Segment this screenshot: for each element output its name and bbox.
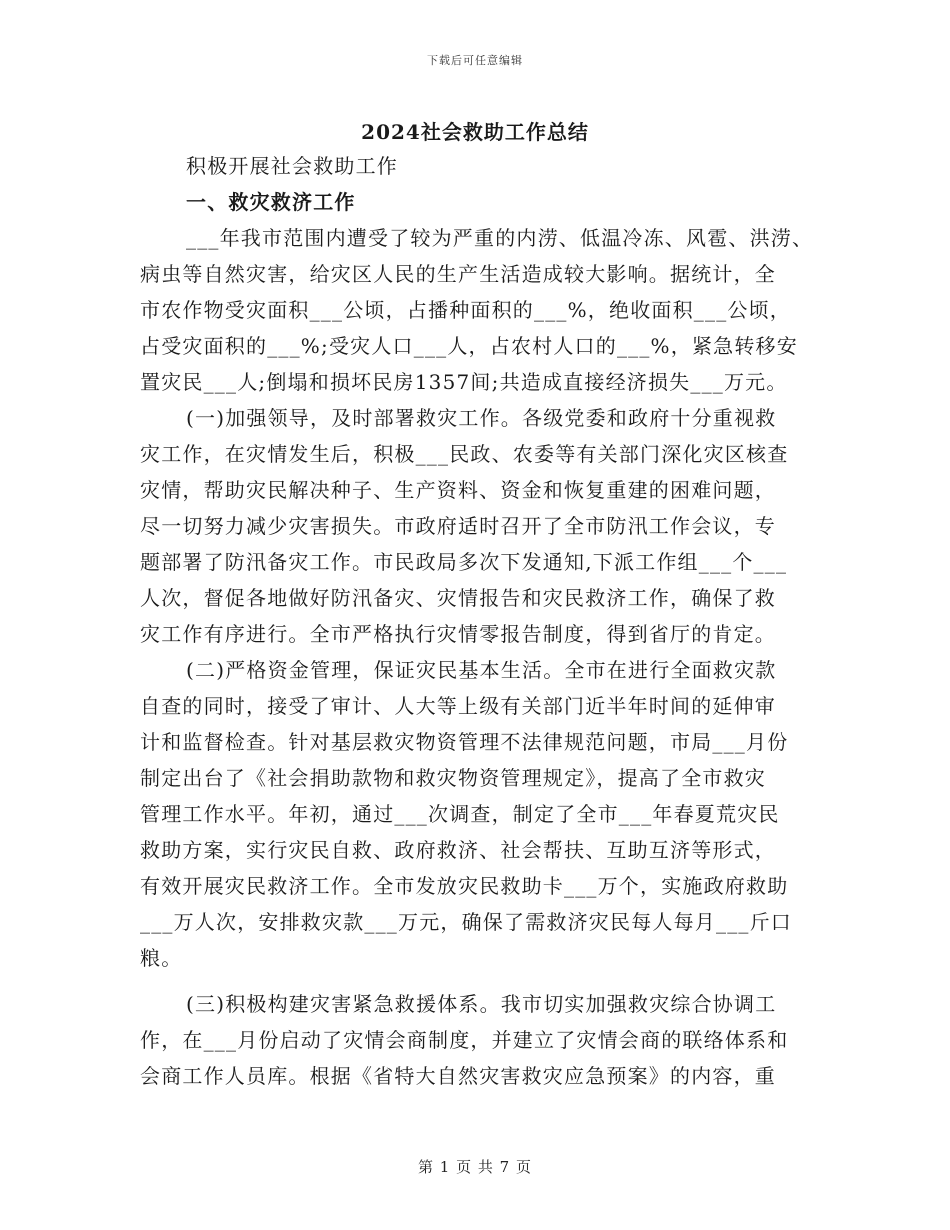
paragraph-line: 尽一切努力减少灾害损失。市政府适时召开了全市防汛工作会议，专 xyxy=(140,514,776,538)
paragraph-line: 病虫等自然灾害，给灾区人民的生产生活造成较大影响。据统计，全 xyxy=(140,262,776,286)
paragraph-line: 制定出台了《社会捐助款物和救灾物资管理规定》，提高了全市救灾 xyxy=(140,766,766,790)
paragraph-line: 题部署了防汛备灾工作。市民政局多次下发通知,下派工作组___个___ xyxy=(140,550,788,574)
paragraph-line: 灾工作有序进行。全市严格执行灾情零报告制度，得到省厅的肯定。 xyxy=(140,622,776,646)
paragraph-line: 置灾民___人;倒塌和损坏民房1357间;共造成直接经济损失___万元。 xyxy=(140,370,788,394)
paragraph-disaster-overview xyxy=(140,220,818,400)
paragraph-leadership xyxy=(140,400,818,652)
page-number-footer: 第 1 页 共 7 页 xyxy=(418,1158,532,1176)
paragraph-line: 灾情，帮助灾民解决种子、生产资料、资金和恢复重建的困难问题， xyxy=(140,478,776,502)
paragraph-line: (一)加强领导，及时部署救灾工作。各级党委和政府十分重视救 xyxy=(186,406,777,430)
paragraph-emergency-system xyxy=(140,986,818,1094)
header-note: 下载后可任意编辑 xyxy=(427,54,523,67)
subtitle: 积极开展社会救助工作 xyxy=(186,154,398,178)
paragraph-line: ___万人次，安排救灾款___万元，确保了需救济灾民每人每月___斤口 xyxy=(140,910,792,934)
document-title: 2024社会救助工作总结 xyxy=(361,120,589,144)
paragraph-line: ___年我市范围内遭受了较为严重的内涝、低温冷冻、风雹、洪涝、 xyxy=(186,226,814,250)
section-heading: 一、救灾救济工作 xyxy=(186,190,356,214)
paragraph-line: 粮。 xyxy=(140,946,183,970)
paragraph-line: 有效开展灾民救济工作。全市发放灾民救助卡___万个，实施政府救助 xyxy=(140,874,789,898)
paragraph-fund-management xyxy=(140,652,818,976)
paragraph-line: 会商工作人员库。根据《省特大自然灾害救灾应急预案》的内容，重 xyxy=(140,1064,776,1088)
paragraph-line: 灾工作，在灾情发生后，积极___民政、农委等有关部门深化灾区核查 xyxy=(140,442,789,466)
paragraph-line: (二)严格资金管理，保证灾民基本生活。全市在进行全面救灾款 xyxy=(186,658,777,682)
paragraph-line: 救助方案，实行灾民自救、政府救济、社会帮扶、互助互济等形式， xyxy=(140,838,776,862)
paragraph-line: 占受灾面积的___%;受灾人口___人，占农村人口的___%，紧急转移安 xyxy=(140,334,798,358)
paragraph-line: 计和监督检查。针对基层救灾物资管理不法律规范问题，市局___月份 xyxy=(140,730,789,754)
paragraph-line: 人次，督促各地做好防汛备灾、灾情报告和灾民救济工作，确保了救 xyxy=(140,586,776,610)
paragraph-line: 管理工作水平。年初，通过___次调查，制定了全市___年春夏荒灾民 xyxy=(140,802,780,826)
paragraph-line: 自查的同时，接受了审计、人大等上级有关部门近半年时间的延伸审 xyxy=(140,694,776,718)
document-body xyxy=(140,148,818,1094)
paragraph-line: 市农作物受灾面积___公顷，占播种面积的___%，绝收面积___公顷， xyxy=(140,298,792,322)
paragraph-line: 作，在___月份启动了灾情会商制度，并建立了灾情会商的联络体系和 xyxy=(140,1028,789,1052)
paragraph-line: (三)积极构建灾害紧急救援体系。我市切实加强救灾综合协调工 xyxy=(186,992,777,1016)
paragraph-spacer xyxy=(140,976,818,986)
